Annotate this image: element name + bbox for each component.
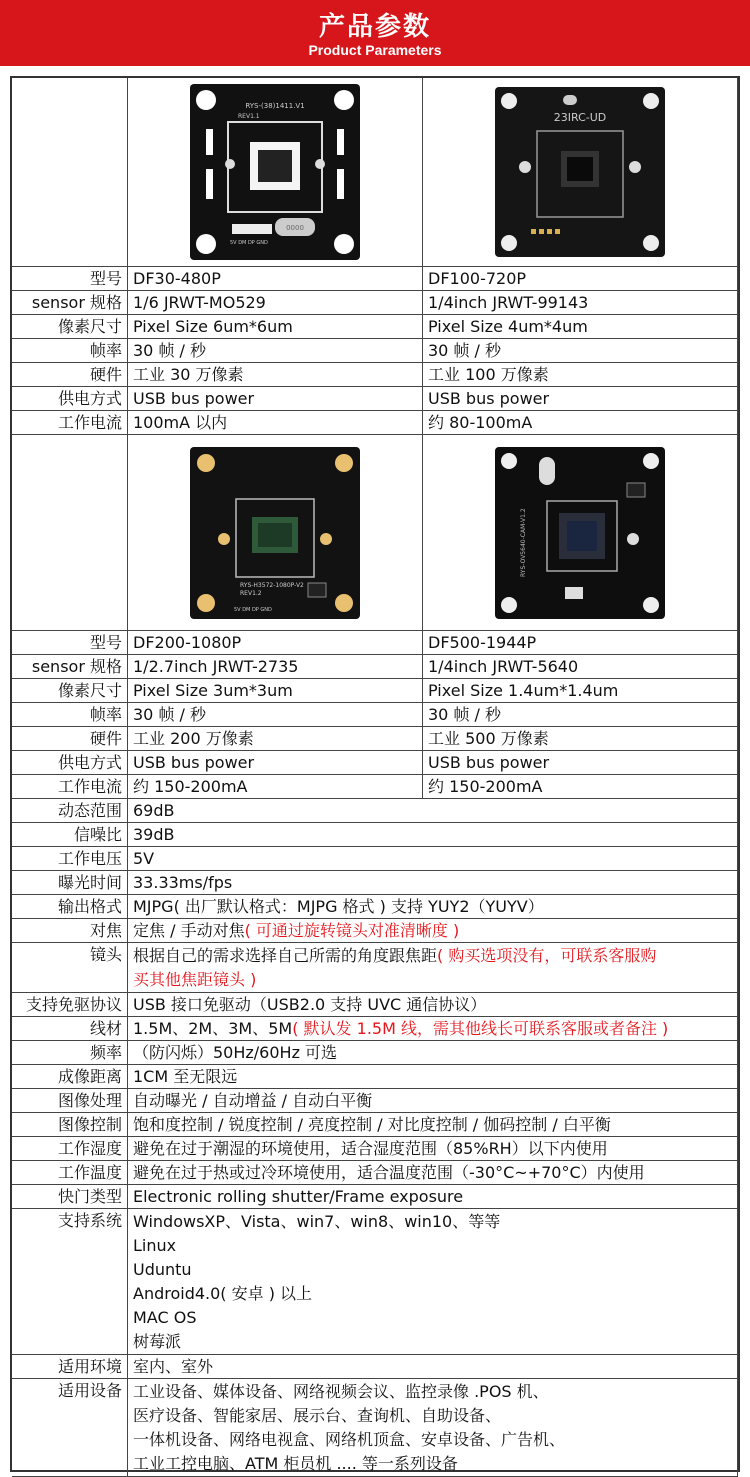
spec-label: 适用设备 [12, 1379, 128, 1477]
spec-value-line: 一体机设备、网络电视盒、网络机顶盒、安卓设备、广告机、 [133, 1430, 566, 1449]
board-1-rev: REV1.1 [238, 113, 260, 120]
spec-value: DF100-720P [423, 267, 738, 291]
spec-label: 图像控制 [12, 1113, 128, 1137]
spec-value-text: 1.5M、2M、3M、5M [133, 1019, 293, 1038]
spec-value-text: 1CM 至无限远 [133, 1067, 238, 1086]
spec-value: 室内、室外 [128, 1355, 738, 1379]
spec-value: USB bus power [423, 387, 738, 411]
board-image-df100 [423, 78, 738, 267]
spec-value-line: Uduntu [133, 1260, 192, 1279]
spec-note-red: ( 可通过旋转镜头对准清晰度 ) [244, 921, 460, 940]
spec-value-text: 69dB [133, 801, 175, 820]
spec-value: 约 150-200mA [128, 775, 423, 799]
board-image-df200 [128, 435, 423, 631]
spec-label: 曝光时间 [12, 871, 128, 895]
spec-value: 1/4inch JRWT-5640 [423, 655, 738, 679]
spec-label: 像素尺寸 [12, 679, 128, 703]
spec-value [128, 1161, 738, 1185]
spec-value: Pixel Size 6um*6um [128, 315, 423, 339]
spec-label: 帧率 [12, 339, 128, 363]
spec-label: 快门类型 [12, 1185, 128, 1209]
spec-label: sensor 规格 [12, 655, 128, 679]
board-1-crystal: 0000 [286, 224, 304, 232]
spec-label: 工作温度 [12, 1161, 128, 1185]
spec-label: 信噪比 [12, 823, 128, 847]
spec-value: USB bus power [423, 751, 738, 775]
spec-label: 对焦 [12, 919, 128, 943]
pcb-board-2-image [495, 87, 665, 257]
spec-label: 适用环境 [12, 1355, 128, 1379]
spec-value: 30 帧 / 秒 [423, 703, 738, 727]
spec-value [128, 847, 738, 871]
spec-value: 约 150-200mA [423, 775, 738, 799]
spec-label: 线材 [12, 1017, 128, 1041]
spec-value [128, 871, 738, 895]
spec-label: 硬件 [12, 363, 128, 387]
spec-value: Pixel Size 1.4um*1.4um [423, 679, 738, 703]
spec-value [128, 1041, 738, 1065]
spec-label: 动态范围 [12, 799, 128, 823]
spec-value-line: 树莓派 [133, 1332, 182, 1351]
spec-value-line: MAC OS [133, 1308, 197, 1327]
spec-value: 1/4inch JRWT-99143 [423, 291, 738, 315]
spec-value [128, 1017, 738, 1041]
spec-value: 30 帧 / 秒 [423, 339, 738, 363]
spec-label: 频率 [12, 1041, 128, 1065]
spec-value: DF200-1080P [128, 631, 423, 655]
spec-label: 工作湿度 [12, 1137, 128, 1161]
spec-value: 30 帧 / 秒 [128, 703, 423, 727]
spec-table [10, 76, 740, 1472]
spec-label: 帧率 [12, 703, 128, 727]
spec-value: DF500-1944P [423, 631, 738, 655]
board-3-silk: RYS-H3572-1080P-V2 [240, 581, 304, 589]
spec-value-text: 避免在过于潮湿的环境使用，适合湿度范围（85%RH）以下内使用 [133, 1139, 608, 1158]
empty-label-cell-2 [12, 435, 128, 631]
spec-value-text: 39dB [133, 825, 175, 844]
spec-value-text: USB 接口免驱动（USB2.0 支持 UVC 通信协议） [133, 995, 487, 1014]
spec-value [128, 1137, 738, 1161]
spec-note-red-2: 买其他焦距镜头 ) [133, 970, 257, 989]
spec-label: 型号 [12, 631, 128, 655]
spec-label: 支持系统 [12, 1209, 128, 1355]
spec-value: 1/6 JRWT-MO529 [128, 291, 423, 315]
spec-value-line: Linux [133, 1236, 177, 1255]
spec-label: 像素尺寸 [12, 315, 128, 339]
spec-value-text: 定焦 / 手动对焦 [133, 921, 245, 940]
spec-value [128, 1089, 738, 1113]
board-3-rev: REV1.2 [240, 589, 262, 597]
spec-label: sensor 规格 [12, 291, 128, 315]
spec-value: 100mA 以内 [128, 411, 423, 435]
spec-value: 工业 30 万像素 [128, 363, 423, 387]
spec-label: 工作电压 [12, 847, 128, 871]
spec-value-text: （防闪烁）50Hz/60Hz 可选 [133, 1043, 338, 1062]
page-title: 产品参数 [318, 12, 431, 42]
spec-value: Pixel Size 4um*4um [423, 315, 738, 339]
spec-value-text: 33.33ms/fps [133, 873, 233, 892]
spec-label: 硬件 [12, 727, 128, 751]
spec-value [128, 799, 738, 823]
board-3-pins: 5V DM DP GND [234, 606, 272, 613]
spec-value [128, 1113, 738, 1137]
spec-value: 工业 200 万像素 [128, 727, 423, 751]
pcb-board-3-image [190, 447, 360, 619]
spec-label: 型号 [12, 267, 128, 291]
page-header [0, 0, 750, 66]
spec-value: DF30-480P [128, 267, 423, 291]
spec-value [128, 943, 738, 993]
board-1-silk: RYS-(38)1411.V1 [245, 102, 305, 110]
spec-value [128, 895, 738, 919]
spec-label: 图像处理 [12, 1089, 128, 1113]
spec-label: 供电方式 [12, 751, 128, 775]
spec-value: USB bus power [128, 387, 423, 411]
spec-value: 约 80-100mA [423, 411, 738, 435]
spec-value-line: 医疗设备、智能家居、展示台、查询机、自助设备、 [133, 1406, 502, 1425]
spec-value: 工业 500 万像素 [423, 727, 738, 751]
spec-value: 工业 100 万像素 [423, 363, 738, 387]
spec-value-text: 5V [133, 849, 155, 868]
pcb-board-4-image [495, 447, 665, 619]
spec-label: 成像距离 [12, 1065, 128, 1089]
spec-label: 输出格式 [12, 895, 128, 919]
spec-label: 工作电流 [12, 411, 128, 435]
page-subtitle: Product Parameters [308, 42, 442, 58]
spec-value: 30 帧 / 秒 [128, 339, 423, 363]
spec-value [128, 919, 738, 943]
spec-value-line: 工业设备、媒体设备、网络视频会议、监控录像 .POS 机、 [133, 1382, 549, 1401]
spec-label: 支持免驱协议 [12, 993, 128, 1017]
spec-value-text: Electronic rolling shutter/Frame exposure [133, 1187, 464, 1206]
spec-label: 镜头 [12, 943, 128, 993]
spec-value: USB bus power [128, 751, 423, 775]
spec-note-red: ( 购买选项没有，可联系客服购 [437, 946, 657, 965]
spec-value-list [128, 1209, 738, 1355]
spec-value [128, 1185, 738, 1209]
board-1-pins: 5V DM DP GND [230, 240, 268, 246]
spec-value-text: 饱和度控制 / 锐度控制 / 亮度控制 / 对比度控制 / 伽码控制 / 白平衡 [133, 1115, 611, 1134]
spec-label: 供电方式 [12, 387, 128, 411]
spec-value: 1/2.7inch JRWT-2735 [128, 655, 423, 679]
board-image-df500 [423, 435, 738, 631]
spec-value-line: 工业工控电脑、ATM 柜员机 .... 等一系列设备 [133, 1454, 458, 1473]
spec-value [128, 993, 738, 1017]
spec-value-text: 避免在过于热或过冷环境使用，适合温度范围（-30°C~+70°C）内使用 [133, 1163, 645, 1182]
spec-value-text: MJPG( 出厂默认格式：MJPG 格式 ) 支持 YUY2（YUYV） [133, 897, 544, 916]
pcb-board-1-image [190, 84, 360, 260]
empty-label-cell [12, 78, 128, 267]
spec-note-red: ( 默认发 1.5M 线，需其他线长可联系客服或者备注 ) [292, 1019, 669, 1038]
board-image-df30 [128, 78, 423, 267]
spec-value-text: 根据自己的需求选择自己所需的角度跟焦距 [133, 946, 438, 965]
spec-value-list [128, 1379, 738, 1477]
spec-label: 工作电流 [12, 775, 128, 799]
spec-value: Pixel Size 3um*3um [128, 679, 423, 703]
board-2-silk: 23IRC-UD [553, 111, 607, 124]
spec-value-line: WindowsXP、Vista、win7、win8、win10、等等 [133, 1212, 501, 1231]
spec-value-text: 自动曝光 / 自动增益 / 自动白平衡 [133, 1091, 373, 1110]
spec-value [128, 823, 738, 847]
spec-value-line: Android4.0( 安卓 ) 以上 [133, 1284, 313, 1303]
spec-value [128, 1065, 738, 1089]
board-4-silk: RYS-OV5640-CAM-V1.2 [520, 507, 527, 577]
